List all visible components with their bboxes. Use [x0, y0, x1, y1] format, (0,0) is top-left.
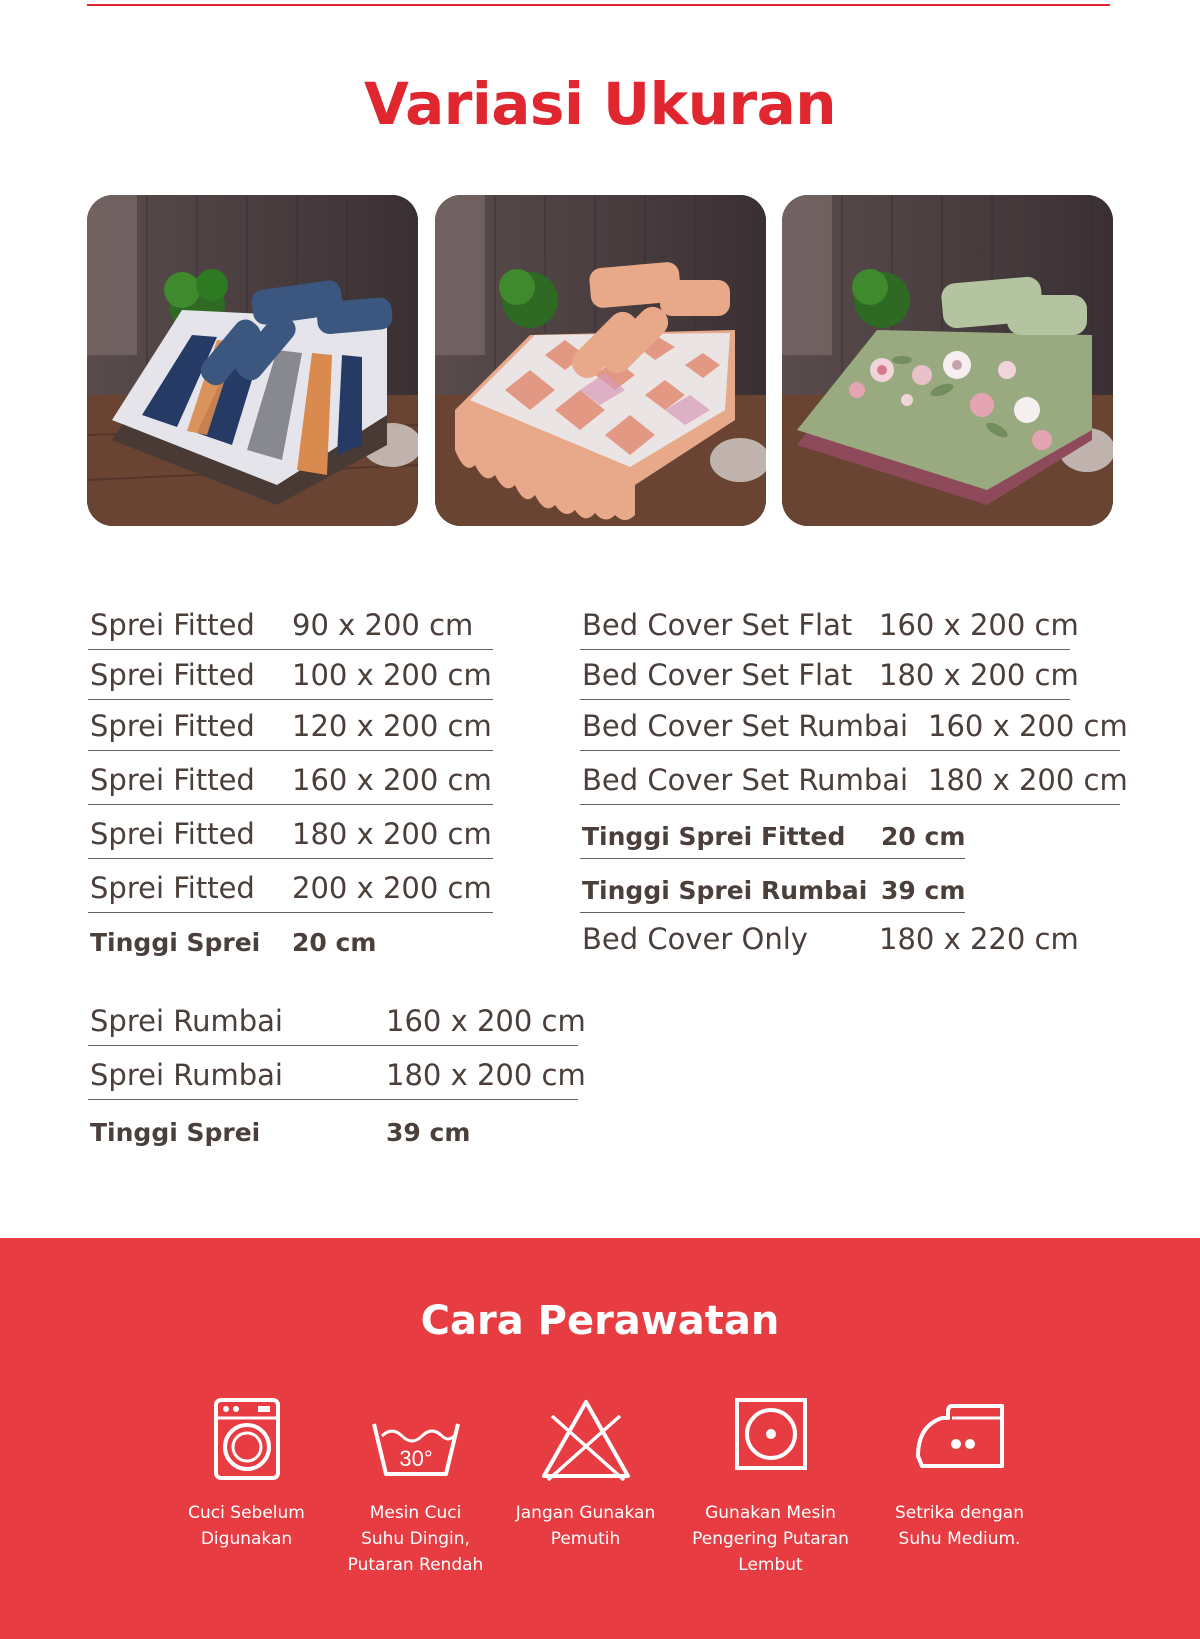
- wash-temp-text: 30°: [398, 1446, 433, 1471]
- size-row: [88, 809, 493, 859]
- no-bleach-icon: [538, 1396, 634, 1482]
- size-value: 20 cm: [292, 928, 377, 957]
- size-value: 39 cm: [881, 876, 966, 905]
- size-label: Tinggi Sprei: [90, 928, 261, 957]
- size-value: 180 x 200 cm: [292, 817, 492, 851]
- size-value: 100 x 200 cm: [292, 658, 492, 692]
- size-value: 160 x 200 cm: [292, 763, 492, 797]
- size-row: [88, 1050, 586, 1100]
- size-row: [580, 809, 965, 859]
- size-value: 20 cm: [881, 822, 966, 851]
- size-row: [580, 755, 1128, 805]
- size-row: [580, 600, 1079, 650]
- bed-photo-geometric-fitted: [87, 195, 418, 526]
- size-value: 180 x 220 cm: [879, 922, 1079, 956]
- care-item-no-bleach: [498, 1396, 673, 1552]
- size-label: Sprei Rumbai: [90, 1058, 283, 1092]
- size-label: Tinggi Sprei: [90, 1118, 261, 1147]
- size-label: Tinggi Sprei Rumbai: [582, 876, 868, 905]
- size-value: 180 x 200 cm: [928, 763, 1128, 797]
- size-row: [88, 1105, 578, 1155]
- size-value: 180 x 200 cm: [386, 1058, 586, 1092]
- care-item-iron-medium: [872, 1396, 1047, 1552]
- section-title-cara-perawatan: Cara Perawatan: [420, 1298, 780, 1344]
- size-value: 160 x 200 cm: [928, 709, 1128, 743]
- bed-photo-floral-bedcover: [782, 195, 1113, 526]
- size-label: Bed Cover Only: [582, 922, 808, 956]
- size-label: Tinggi Sprei Fitted: [582, 822, 846, 851]
- size-label: Sprei Fitted: [90, 709, 255, 743]
- size-label: Sprei Fitted: [90, 658, 255, 692]
- care-label: Setrika dengan Suhu Medium.: [894, 1503, 1024, 1549]
- size-row: [580, 914, 1079, 964]
- size-row: [88, 915, 493, 965]
- care-item-wash-before-use: [159, 1396, 334, 1552]
- size-value: 39 cm: [386, 1118, 471, 1147]
- top-divider: [87, 4, 1110, 6]
- size-label: Sprei Fitted: [90, 608, 255, 642]
- care-item-machine-wash-cold: [328, 1396, 503, 1578]
- tumble-dry-gentle-icon: [733, 1396, 809, 1472]
- size-label: Bed Cover Set Flat: [582, 608, 853, 642]
- size-row: [580, 701, 1128, 751]
- washing-machine-icon: [212, 1396, 282, 1482]
- section-title-variasi-ukuran: Variasi Ukuran: [363, 70, 837, 138]
- care-section: [0, 1238, 1200, 1639]
- wash-30-icon: [368, 1396, 464, 1482]
- size-label: Sprei Rumbai: [90, 1004, 283, 1038]
- care-label: Mesin Cuci Suhu Dingin, Putaran Rendah: [347, 1503, 484, 1575]
- care-label: Jangan Gunakan Pemutih: [515, 1503, 656, 1549]
- size-value: 200 x 200 cm: [292, 871, 492, 905]
- size-value: 160 x 200 cm: [386, 1004, 586, 1038]
- size-label: Sprei Fitted: [90, 871, 255, 905]
- size-row: [88, 600, 493, 650]
- size-row: [88, 701, 493, 751]
- size-label: Sprei Fitted: [90, 763, 255, 797]
- size-value: 160 x 200 cm: [879, 608, 1079, 642]
- size-label: Bed Cover Set Rumbai: [582, 763, 909, 797]
- size-label: Sprei Fitted: [90, 817, 255, 851]
- size-row: [580, 863, 965, 913]
- size-label: Bed Cover Set Flat: [582, 658, 853, 692]
- size-label: Bed Cover Set Rumbai: [582, 709, 909, 743]
- care-label: Cuci Sebelum Digunakan: [188, 1503, 305, 1549]
- iron-medium-icon: [912, 1396, 1008, 1472]
- bed-photo-rumbai: [435, 195, 766, 526]
- size-row: [88, 863, 493, 913]
- care-label: Gunakan Mesin Pengering Putaran Lembut: [692, 1503, 849, 1575]
- size-row: [88, 755, 493, 805]
- size-value: 120 x 200 cm: [292, 709, 492, 743]
- size-row: [88, 996, 586, 1046]
- size-value: 180 x 200 cm: [879, 658, 1079, 692]
- size-row: [88, 650, 493, 700]
- size-value: 90 x 200 cm: [292, 608, 474, 642]
- care-item-tumble-dry-gentle: [683, 1396, 858, 1578]
- size-row: [580, 650, 1079, 700]
